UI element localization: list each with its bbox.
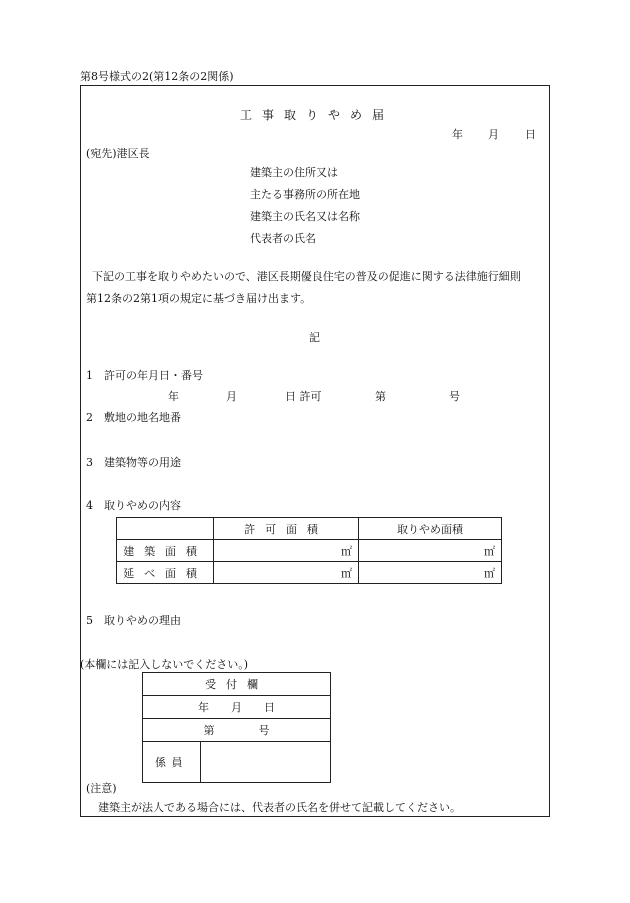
item3-label: 3 建築物等の用途 — [86, 456, 181, 469]
table-header-row — [117, 518, 502, 540]
form-title: 工事取りやめ届 — [240, 108, 395, 122]
reception-date: 年 月 日 — [143, 696, 331, 719]
item4-label: 4 取りやめの内容 — [86, 499, 181, 512]
office-use-note: (本欄には記入しないでください。) — [80, 658, 249, 671]
item2-label: 2 敷地の地名地番 — [86, 411, 181, 424]
reception-title: 受付欄 — [143, 673, 331, 696]
note-heading: (注意) — [86, 782, 117, 795]
applicant-address-label: 建築主の住所又は — [250, 166, 338, 179]
date-day: 日 — [525, 128, 536, 141]
table-corner-cell — [117, 518, 214, 540]
applicant-office-label: 主たる事務所の所在地 — [250, 188, 360, 201]
permit-day: 日 許可 — [285, 390, 322, 403]
reception-staff-cell — [201, 742, 331, 783]
reception-staff-label: 係員 — [143, 742, 201, 783]
col-permit-area: 許可面積 — [214, 518, 359, 540]
row-label-building-area: 建築面積 — [117, 540, 214, 562]
form-number: 第8号様式の2(第12条の2関係) — [80, 70, 234, 83]
addressee: (宛先)港区長 — [86, 147, 150, 160]
note-text: 建築主が法人である場合には、代表者の氏名を併せて記載してください。 — [98, 801, 461, 814]
date-month: 月 — [488, 128, 499, 141]
item1-label: 1 許可の年月日・番号 — [86, 369, 203, 382]
permit-dai: 第 — [375, 390, 386, 403]
cancel-total-floor-area-cell[interactable]: ㎡ — [359, 562, 502, 584]
representative-label: 代表者の氏名 — [250, 232, 316, 245]
permit-building-area-cell[interactable]: ㎡ — [214, 540, 359, 562]
reception-table — [142, 672, 331, 783]
body-text-line1: 下記の工事を取りやめたいので、港区長期優良住宅の普及の促進に関する法律施行細則 — [92, 270, 521, 283]
item5-label: 5 取りやめの理由 — [86, 614, 181, 627]
permit-go: 号 — [449, 390, 460, 403]
permit-year: 年 — [168, 390, 179, 403]
row-label-total-floor-area: 延べ面積 — [117, 562, 214, 584]
permit-total-floor-area-cell[interactable]: ㎡ — [214, 562, 359, 584]
permit-month: 月 — [226, 390, 237, 403]
reception-number: 第 号 — [143, 719, 331, 742]
table-row — [117, 562, 502, 584]
body-text-line2: 第12条の2第1項の規定に基づき届け出ます。 — [86, 292, 312, 305]
date-year: 年 — [452, 128, 463, 141]
cancellation-area-table — [116, 517, 502, 584]
ki-heading: 記 — [309, 331, 320, 344]
table-row — [117, 540, 502, 562]
cancel-building-area-cell[interactable]: ㎡ — [359, 540, 502, 562]
col-cancel-area: 取りやめ面積 — [359, 518, 502, 540]
applicant-name-label: 建築主の氏名又は名称 — [250, 210, 360, 223]
